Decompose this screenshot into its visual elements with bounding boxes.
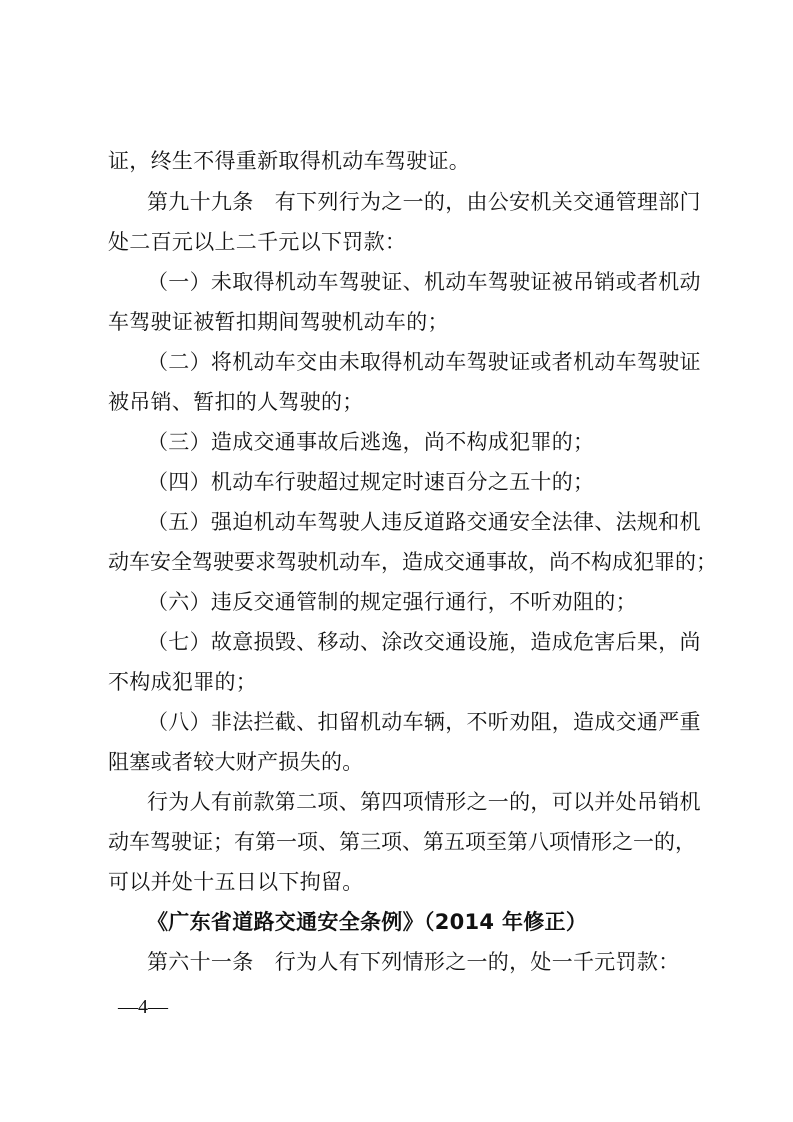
list-item-line: （四）机动车行驶超过规定时速百分之五十的；: [147, 470, 595, 494]
page-number: —4—: [118, 996, 168, 1018]
list-item-line: （五）强迫机动车驾驶人违反道路交通安全法律、法规和机: [147, 510, 701, 534]
article-heading-line: 第六十一条 行为人有下列情形之一的，处一千元罚款：: [147, 950, 680, 974]
paragraph-line: 行为人有前款第二项、第四项情形之一的，可以并处吊销机: [147, 790, 701, 814]
body-line: 动车安全驾驶要求驾驶机动车，造成交通事故，尚不构成犯罪的；: [108, 550, 717, 574]
body-line: 阻塞或者较大财产损失的。: [108, 750, 364, 774]
body-line: 车驾驶证被暂扣期间驾驶机动车的；: [108, 310, 449, 334]
section-title: 《广东省道路交通安全条例》（2014 年修正）: [147, 910, 588, 934]
body-line: 可以并处十五日以下拘留。: [108, 870, 364, 894]
list-item-line: （三）造成交通事故后逃逸，尚不构成犯罪的；: [147, 430, 595, 454]
article-heading-line: 第九十九条 有下列行为之一的，由公安机关交通管理部门: [147, 190, 701, 214]
list-item-line: （八）非法拦截、扣留机动车辆，不听劝阻，造成交通严重: [147, 710, 701, 734]
body-line: 证，终生不得重新取得机动车驾驶证。: [108, 149, 471, 173]
list-item-line: （六）违反交通管制的规定强行通行，不听劝阻的；: [147, 590, 637, 614]
body-line: 处二百元以上二千元以下罚款：: [108, 230, 407, 254]
list-item-line: （一）未取得机动车驾驶证、机动车驾驶证被吊销或者机动: [147, 270, 701, 294]
body-line: 不构成犯罪的；: [108, 670, 258, 694]
list-item-line: （七）故意损毁、移动、涂改交通设施，造成危害后果，尚: [147, 630, 701, 654]
list-item-line: （二）将机动车交由未取得机动车驾驶证或者机动车驾驶证: [147, 350, 701, 374]
body-line: 动车驾驶证；有第一项、第三项、第五项至第八项情形之一的，: [108, 830, 696, 854]
body-line: 被吊销、暂扣的人驾驶的；: [108, 390, 364, 414]
